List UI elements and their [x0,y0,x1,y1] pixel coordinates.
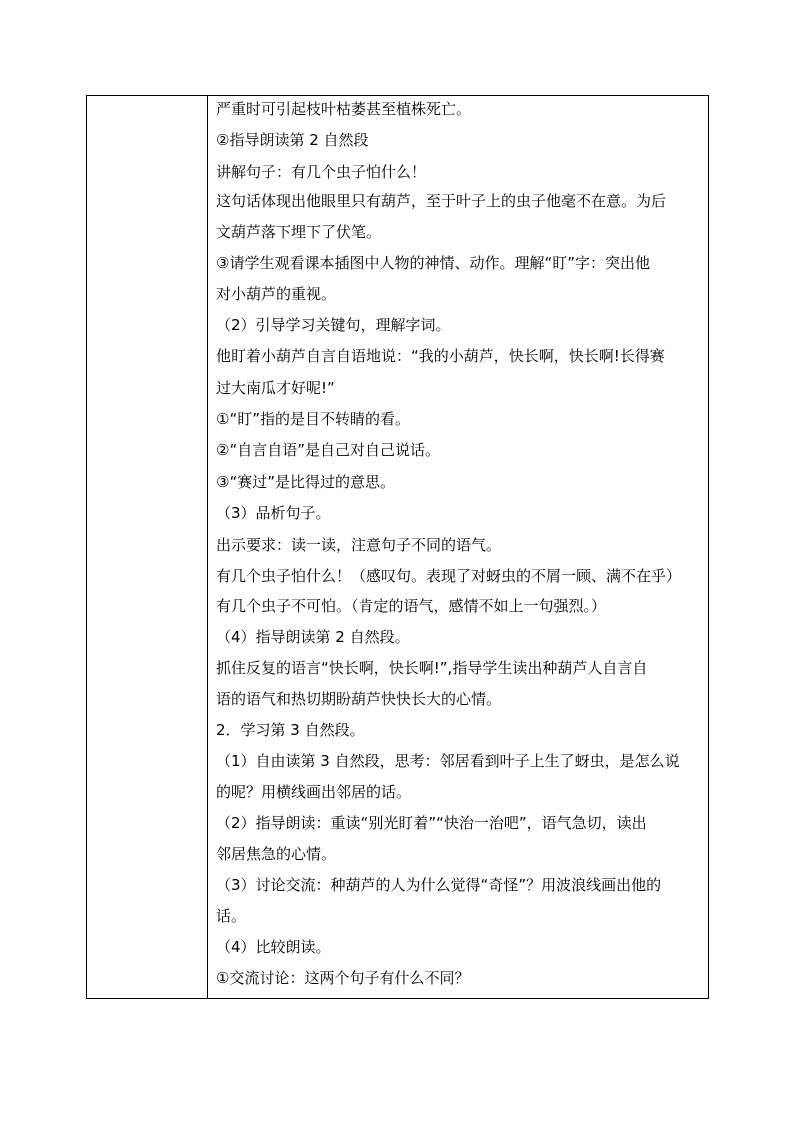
text-line: （4）指导朗读第 2 自然段。 [216,628,410,646]
text-line: 邻居焦急的心情。 [216,845,337,863]
text-line: 有几个虫子怕什么！（感叹句。表现了对蚜虫的不屑一顾、满不在乎） [216,567,682,585]
text-line: ①交流讨论：这两个句子有什么不同？ [216,969,470,987]
text-line: （2）指导朗读：重读“别光盯着”“快治一治吧”，语气急切，读出 [216,814,647,832]
text-line: ③请学生观看课本插图中人物的神情、动作。理解“盯”字：突出他 [216,254,650,272]
text-line: 讲解句子：有几个虫子怕什么！ [216,163,427,181]
text-line: 严重时可引起枝叶枯萎甚至植株死亡。 [216,100,472,118]
text-line: ②指导朗读第 2 自然段 [216,131,369,149]
text-line: 文葫芦落下埋下了伏笔。 [216,223,382,241]
text-line: ③“赛过”是比得过的意思。 [216,473,395,491]
text-line: （4）比较朗读。 [216,938,331,956]
text-line: 他盯着小葫芦自言自语地说：“我的小葫芦，快长啊，快长啊!长得赛 [216,347,665,365]
text-line: （1）自由读第 3 自然段，思考：邻居看到叶子上生了蚜虫，是怎么说 [216,752,680,770]
text-line: 话。 [216,907,247,925]
text-line: 抓住反复的语言“快长啊，快长啊!”,指导学生读出种葫芦人自言自 [216,659,648,677]
text-line: （3）品析句子。 [216,504,331,522]
text-line: （3）讨论交流：种葫芦的人为什么觉得“奇怪”？用波浪线画出他的 [216,876,662,894]
text-line: 的呢？用横线画出邻居的话。 [216,783,412,801]
text-line: 有几个虫子不可怕。（肯定的语气，感情不如上一句强烈。） [216,597,607,615]
text-line: 语的语气和热切期盼葫芦快快长大的心情。 [216,690,502,708]
lesson-table [86,95,709,999]
text-line: （2）引导学习关键句，理解字词。 [216,316,451,334]
text-line: ①“盯”指的是目不转睛的看。 [216,410,410,428]
text-line: 对小葫芦的重视。 [216,285,337,303]
text-line: 过大南瓜才好呢!” [216,379,335,397]
table-content-cell [208,96,708,998]
text-line: 2．学习第 3 自然段。 [216,721,365,739]
text-line: 出示要求：读一读，注意句子不同的语气。 [216,536,502,554]
text-line: 这句话体现出他眼里只有葫芦，至于叶子上的虫子他毫不在意。为后 [216,192,667,210]
table-left-cell [87,96,208,998]
text-line: ②“自言自语”是自己对自己说话。 [216,441,440,459]
